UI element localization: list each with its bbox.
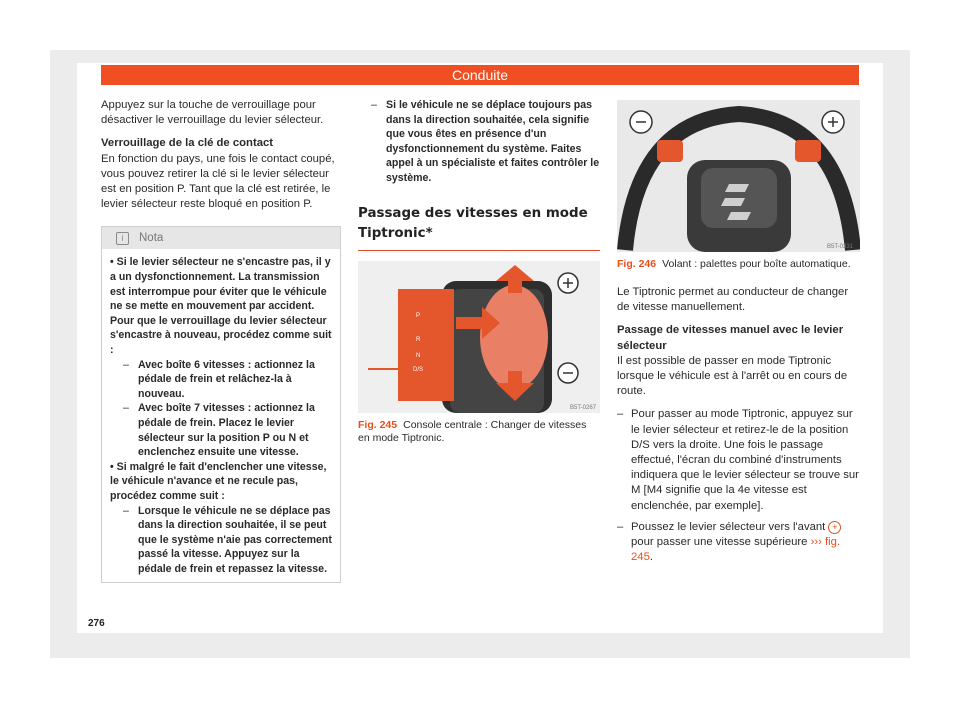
note-dash-item: – Avec boîte 6 vitesses : actionnez la pédale de frein et relâchez-la à nouveau. (110, 358, 334, 402)
gear-label-p: P (416, 312, 421, 319)
figure-caption (617, 258, 860, 271)
chapter-banner: Conduite (101, 65, 859, 85)
intro-text: Le Tiptronic permet au conducteur de changer de vitesse manuellement. (617, 286, 849, 314)
note-dash-item: – Avec boîte 7 vitesses : actionnez la pédale de frein. Placez le levier sélecteur sur la position P ou N et enclenchez ensuite une vitesse. (110, 401, 334, 459)
figure-code: B5T-0267 (570, 404, 597, 411)
figure-caption-text: Volant : palettes pour boîte automatique. (662, 258, 851, 270)
gear-console-illustration (358, 261, 600, 413)
step-text: . (649, 551, 653, 564)
intro-text: Appuyez sur la touche de verrouillage pour désactiver le verrouillage du levier sélecteur. (101, 99, 324, 127)
section-heading: Verrouillage de la clé de contact (101, 137, 274, 150)
step-item (617, 520, 860, 566)
note-continuation (358, 98, 600, 186)
body-text: En fonction du pays, une fois le contact coupé, vous pouvez retirer la clé si le levier sélecteur est en position P. Tant que la clé est retirée, le levier sélecteur reste bloqué en position P. (101, 152, 335, 211)
figure-caption-text: Console centrale : Changer de vitesses en mode Tiptronic. (358, 418, 587, 444)
column-2 (358, 98, 600, 445)
steering-wheel-illustration (617, 100, 860, 252)
figure-code: B5T-0331 (827, 244, 854, 250)
figure-number: Fig. 246 (617, 258, 657, 270)
gear-label-r: R (416, 336, 421, 343)
body-text: Il est possible de passer en mode Tiptronic lorsque le véhicule est à l'arrêt ou en cours de route. (617, 354, 848, 398)
note-title: Nota (139, 232, 164, 245)
gear-label-ds: D/S (413, 366, 424, 373)
note-header (102, 227, 340, 249)
note-dash-item: – Lorsque le véhicule ne se déplace pas dans la direction souhaitée, il se peut que le système n'aie pas correctement passé la vitesse. Appuyez sur la pédale de frein et repassez la vitesse. (110, 504, 334, 577)
plus-icon: + (828, 521, 841, 534)
step-item: – Pour passer au mode Tiptronic, appuyez sur le levier sélecteur et retirez-le de la position D/S vers la droite. Une fois le passage effectué, l'écran du combiné d'instruments indiquera que le levier sélecteur se trouve sur M [M4 signifie que la 4e vitesse est enclenchée, par exemple]. (617, 407, 860, 513)
figure-caption (358, 419, 600, 445)
note-dash-item: – Si le véhicule ne se déplace toujours pas dans la direction souhaitée, cela signifie que vous êtes en présence d'un dysfonctionnement du système. Faites appel à un spécialiste et faites contrôler le système. (358, 98, 600, 186)
figure-gear-console (358, 261, 600, 413)
figure-steering-wheel (617, 100, 860, 252)
note-body (102, 249, 340, 582)
info-icon: i (116, 232, 129, 245)
section-title: Passage des vitesses en mode Tiptronic* (358, 204, 600, 251)
column-3 (617, 100, 860, 571)
gear-label-n: N (416, 352, 421, 359)
step-text: Poussez le levier sélecteur vers l'avant (631, 520, 826, 533)
page-number: 276 (88, 618, 105, 629)
step-text: pour passer une vitesse supérieure (631, 536, 808, 549)
note-bullet: • Si malgré le fait d'enclencher une vitesse, le véhicule n'avance et ne recule pas, procédez comme suit : (110, 460, 327, 502)
column-1 (101, 98, 341, 583)
section-heading: Passage de vitesses manuel avec le levier sélecteur (617, 324, 844, 352)
note-bullet: • Si le levier sélecteur ne s'encastre pas, il y a un dysfonctionnement. La transmission est interrompue pour éviter que le véhicule ne se mette en mouvement par accident. Pour que le verrouillage du levier sélecteur s'encastre à nouveau, procédez comme suit : (110, 256, 332, 356)
figure-reference-link[interactable]: ››› fig. 245 (631, 536, 841, 564)
figure-number: Fig. 245 (358, 418, 398, 431)
note-box (101, 226, 341, 583)
